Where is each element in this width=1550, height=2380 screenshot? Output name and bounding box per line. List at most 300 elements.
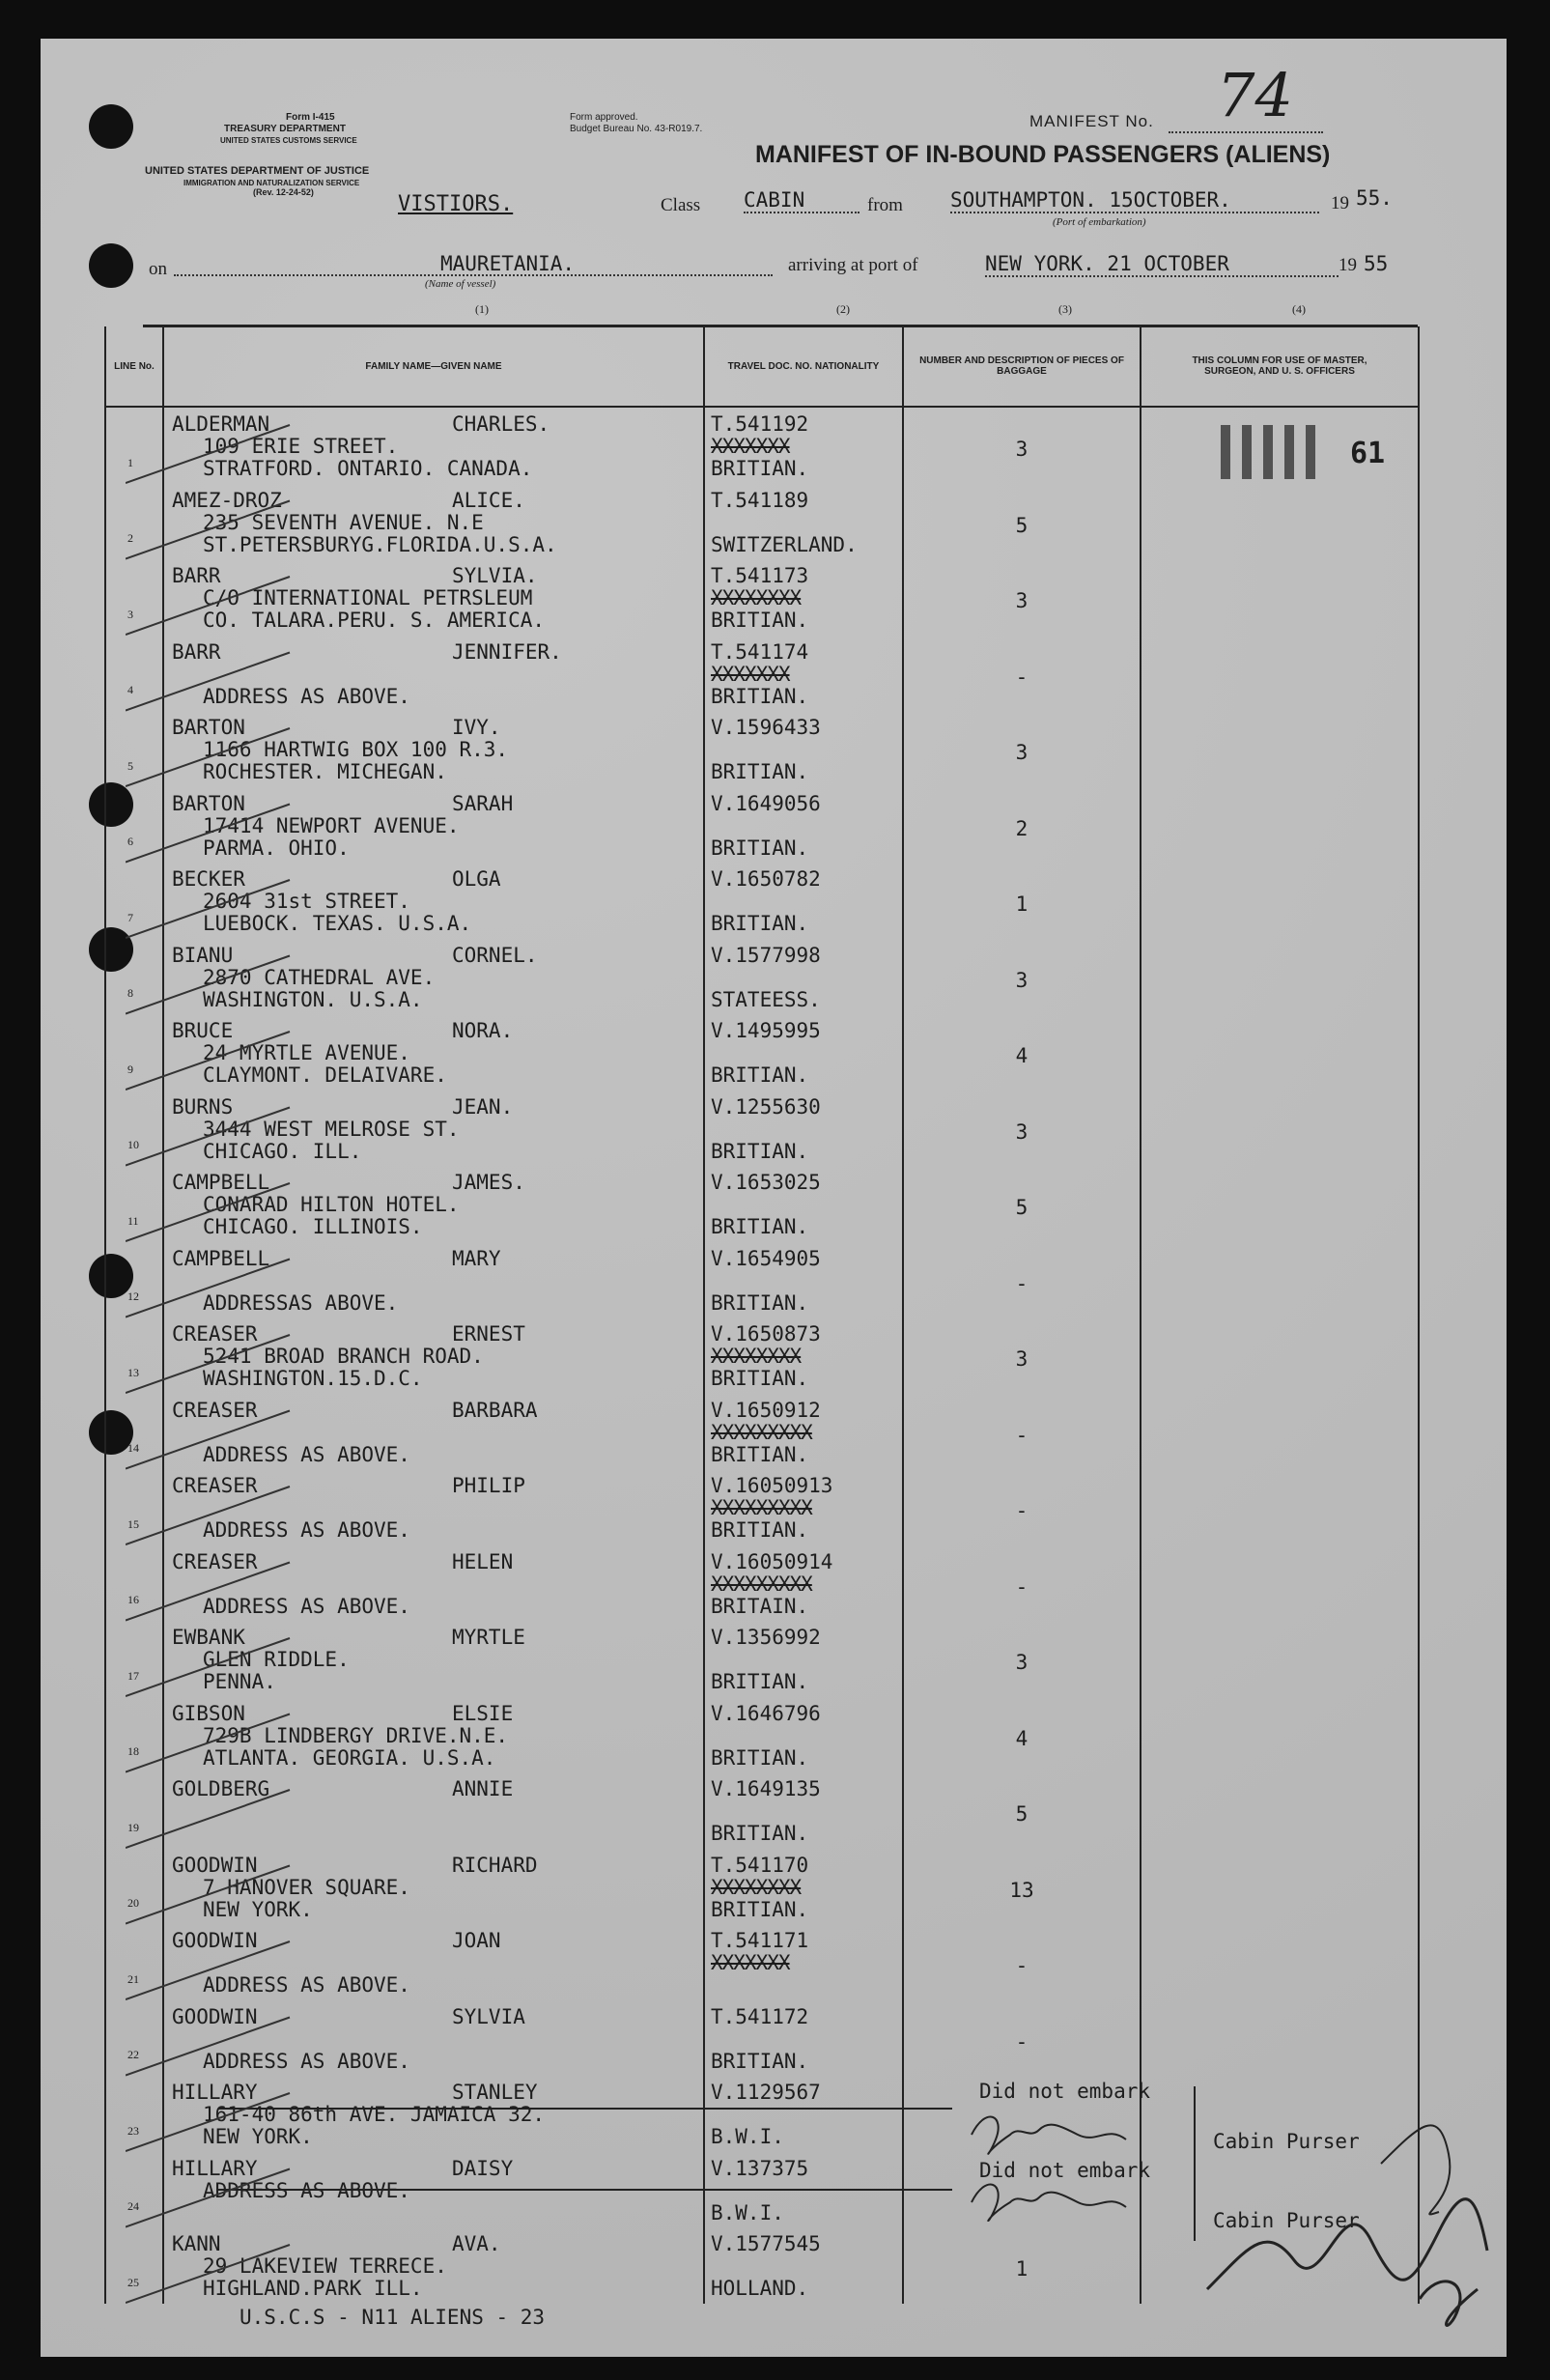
baggage-count: - — [1015, 1499, 1029, 1522]
given-name: JEAN. — [452, 1094, 514, 1119]
treasury-label: TREASURY DEPARTMENT — [224, 124, 346, 134]
manifest-number-label: MANIFEST No. — [1029, 112, 1154, 130]
given-name: ALICE. — [452, 488, 525, 512]
address-line-2: ST.PETERSBURYG.FLORIDA.U.S.A. — [203, 532, 557, 556]
travel-doc: T.541171 — [711, 1929, 809, 1952]
doc-cell — [704, 1469, 903, 1545]
strike-line — [218, 2108, 952, 2110]
class-value: CABIN — [744, 189, 860, 213]
nationality: BRITIAN. — [711, 1897, 809, 1921]
baggage-cell — [903, 559, 1141, 636]
family-name: GOLDBERG ANNIE — [172, 1777, 514, 1800]
travel-doc: V.1649135 — [711, 1777, 821, 1800]
given-name: OLGA — [452, 867, 501, 891]
officer-cell — [1141, 863, 1419, 939]
doc-cell — [704, 1166, 903, 1242]
given-name: SYLVIA. — [452, 564, 538, 587]
travel-doc: V.1650782 — [711, 867, 821, 891]
address-line-1: 2870 CATHEDRAL AVE. — [203, 965, 436, 989]
header-name: FAMILY NAME—GIVEN NAME — [163, 326, 704, 407]
address-line-1: 729B LINDBERGY DRIVE.N.E. — [203, 1723, 509, 1747]
travel-doc: T.541174 — [711, 639, 809, 664]
travel-doc: T.541173 — [711, 564, 809, 587]
travel-doc: V.1356992 — [711, 1626, 821, 1649]
travel-doc: V.16050913 — [711, 1474, 833, 1497]
doc-cell — [704, 939, 903, 1015]
given-name: BARBARA — [452, 1398, 538, 1422]
old-doc-number: XXXXXXXX — [711, 1345, 802, 1368]
line-number: 10 — [127, 1138, 139, 1151]
line-number: 25 — [127, 2275, 139, 2289]
baggage-count: 3 — [1015, 438, 1029, 461]
baggage-cell — [903, 711, 1141, 787]
given-name: JAMES. — [452, 1171, 525, 1194]
col-num-3: (3) — [1058, 302, 1072, 316]
nationality: BRITAIN. — [711, 1594, 809, 1618]
address-line-2: PARMA. OHIO. — [203, 836, 350, 860]
officer-note: 61 — [1350, 437, 1386, 470]
col-num-2: (2) — [836, 302, 850, 316]
doc-cell — [704, 1242, 903, 1318]
given-name: STANLEY — [452, 2081, 538, 2104]
family-name: CAMPBELL MARY — [172, 1246, 501, 1270]
family-name: CREASER ERNEST — [172, 1322, 525, 1346]
address-line-1: 161-40 86th AVE. JAMAICA 32. — [203, 2103, 546, 2126]
family-name: BURNS JEAN. — [172, 1094, 514, 1119]
line-number: 19 — [127, 1820, 139, 1834]
customs-label: UNITED STATES CUSTOMS SERVICE — [220, 136, 357, 145]
address-line-2: HIGHLAND.PARK ILL. — [203, 2277, 423, 2300]
baggage-cell — [903, 863, 1141, 939]
cabin-purser-2: Cabin Purser — [1213, 2209, 1360, 2232]
doc-cell — [704, 1394, 903, 1470]
baggage-cell — [903, 1924, 1141, 2000]
line-number: 6 — [127, 835, 133, 848]
given-name: ERNEST — [452, 1322, 525, 1346]
officer-cell — [1141, 1772, 1419, 1849]
family-name: AMEZ-DROZ ALICE. — [172, 488, 525, 512]
address-line-2: CHICAGO. ILLINOIS. — [203, 1215, 423, 1238]
arrival-port: NEW YORK. 21 OCTOBER — [985, 253, 1339, 277]
line-number: 11 — [127, 1213, 139, 1228]
old-doc-number: XXXXXXXXX — [711, 1420, 812, 1444]
line-number: 24 — [127, 2199, 139, 2213]
family-name: GOODWIN RICHARD — [172, 1853, 538, 1877]
family-name: BRUCE NORA. — [172, 1019, 514, 1042]
address-line-1: 2604 31st STREET. — [203, 890, 410, 913]
travel-doc: V.1653025 — [711, 1171, 821, 1194]
given-name: MYRTLE — [452, 1626, 525, 1649]
family-name: BARR SYLVIA. — [172, 564, 538, 587]
officer-cell — [1141, 1545, 1419, 1622]
travel-doc: T.541172 — [711, 2004, 809, 2028]
address-line-2: ADDRESS AS ABOVE. — [203, 1442, 410, 1466]
nationality: BRITIAN. — [711, 457, 809, 480]
doc-cell — [704, 1091, 903, 1167]
baggage-cell — [903, 1545, 1141, 1622]
form-approved: Form approved. — [570, 112, 638, 123]
address-line-1: 109 ERIE STREET. — [203, 435, 399, 458]
officer-cell — [1141, 787, 1419, 864]
line-number: 17 — [127, 1668, 139, 1683]
address-line-2: CHICAGO. ILL. — [203, 1139, 362, 1163]
address-line-1: 24 MYRTLE AVENUE. — [203, 1041, 410, 1064]
doc-cell — [704, 407, 903, 484]
year-value: 55. — [1356, 186, 1393, 210]
family-name: KANN AVA. — [172, 2232, 501, 2255]
baggage-count: 2 — [1015, 816, 1029, 840]
manifest-number: 74 — [1217, 60, 1293, 130]
address-line-2: STRATFORD. ONTARIO. CANADA. — [203, 457, 533, 480]
officer-cell — [1141, 939, 1419, 1015]
nationality: BRITIAN. — [711, 760, 809, 783]
given-name: NORA. — [452, 1019, 514, 1042]
address-line-2: WASHINGTON. U.S.A. — [203, 987, 423, 1011]
baggage-cell — [903, 1849, 1141, 1925]
nationality: BRITIAN. — [711, 1822, 809, 1845]
baggage-count: - — [1015, 1574, 1029, 1599]
old-doc-number: XXXXXXX — [711, 662, 790, 686]
baggage-count: - — [1015, 2029, 1029, 2054]
nationality: BRITIAN. — [711, 1670, 809, 1693]
officer-cell — [1141, 1469, 1419, 1545]
baggage-count: - — [1015, 1954, 1029, 1977]
old-doc-number: XXXXXXX — [711, 435, 790, 458]
baggage-cell — [903, 787, 1141, 864]
travel-doc: V.1596433 — [711, 716, 821, 739]
given-name: CHARLES. — [452, 412, 550, 436]
baggage-cell — [903, 1772, 1141, 1849]
address-line-1: CONARAD HILTON HOTEL. — [203, 1193, 460, 1216]
officer-cell — [1141, 1621, 1419, 1697]
address-line-1: C/O INTERNATIONAL PETRSLEUM — [203, 586, 533, 609]
officer-cell — [1141, 636, 1419, 712]
travel-doc: T.541189 — [711, 488, 809, 512]
baggage-cell — [903, 636, 1141, 712]
arrival-year-prefix: 19 — [1339, 255, 1357, 275]
baggage-count: - — [1015, 1271, 1029, 1295]
travel-doc: V.1577545 — [711, 2232, 821, 2255]
baggage-count: 3 — [1015, 1119, 1029, 1144]
address-line-1: 29 LAKEVIEW TERRECE. — [203, 2254, 447, 2278]
nationality: BRITIAN. — [711, 836, 809, 860]
baggage-count: 3 — [1015, 589, 1029, 612]
officer-cell — [1141, 1014, 1419, 1091]
line-number: 16 — [127, 1593, 139, 1606]
nationality: BRITIAN. — [711, 1290, 809, 1315]
address-line-1: 5241 BROAD BRANCH ROAD. — [203, 1345, 484, 1368]
given-name: JENNIFER. — [452, 639, 562, 664]
nationality: BRITIAN. — [711, 1745, 809, 1770]
address-line-1: 1166 HARTWIG BOX 100 R.3. — [203, 738, 509, 761]
header-doc: TRAVEL DOC. NO. NATIONALITY — [704, 326, 903, 407]
officer-cell — [1141, 711, 1419, 787]
baggage-cell — [903, 1318, 1141, 1394]
nationality: BRITIAN. — [711, 912, 809, 935]
port-embarkation-caption: (Port of embarkation) — [1053, 216, 1146, 228]
baggage-cell — [903, 1014, 1141, 1091]
line-number: 2 — [127, 531, 133, 545]
year-prefix: 19 — [1331, 193, 1349, 213]
address-line-2: ROCHESTER. MICHEGAN. — [203, 760, 447, 783]
nationality: B.W.I. — [711, 2200, 784, 2224]
baggage-count: 3 — [1015, 1347, 1029, 1371]
travel-doc: V.1649056 — [711, 791, 821, 815]
family-name: CREASER PHILIP — [172, 1474, 525, 1497]
signature-geo-head — [962, 2096, 1184, 2222]
old-doc-number: XXXXXXXXX — [711, 1496, 812, 1519]
family-name: GOODWIN SYLVIA — [172, 2004, 525, 2028]
address-line-1: 3444 WEST MELROSE ST. — [203, 1117, 460, 1141]
nationality: BRITIAN. — [711, 1215, 809, 1238]
address-line-1: 17414 NEWPORT AVENUE. — [203, 813, 460, 837]
doc-cell — [704, 1014, 903, 1091]
travel-doc: V.16050914 — [711, 1549, 833, 1573]
baggage-count: 1 — [1015, 892, 1029, 916]
line-number: 23 — [127, 2123, 139, 2138]
baggage-count: 3 — [1015, 741, 1029, 764]
class-label: Class — [661, 195, 701, 215]
address-line-1: ADDRESS AS ABOVE. — [203, 2178, 410, 2202]
given-name: IVY. — [452, 716, 501, 739]
address-line-2: NEW YORK. — [203, 2125, 313, 2148]
family-name: CAMPBELL JAMES. — [172, 1171, 525, 1194]
address-line-2: ADDRESS AS ABOVE. — [203, 1973, 410, 1997]
baggage-cell — [903, 1469, 1141, 1545]
nationality: BRITIAN. — [711, 1442, 809, 1466]
family-name: CREASER BARBARA — [172, 1398, 538, 1422]
line-number: 12 — [127, 1289, 139, 1303]
line-number: 21 — [127, 1971, 139, 1986]
manifest-title: MANIFEST OF IN-BOUND PASSENGERS (ALIENS) — [755, 141, 1331, 168]
manifest-number-line — [1169, 131, 1323, 133]
address-line-2: PENNA. — [203, 1670, 276, 1693]
line-number: 3 — [127, 607, 133, 621]
family-name: BARR JENNIFER. — [172, 639, 562, 664]
line-number: 4 — [127, 683, 133, 696]
doc-cell — [704, 711, 903, 787]
officer-cell — [1141, 1166, 1419, 1242]
address-line-2: LUEBOCK. TEXAS. U.S.A. — [203, 912, 472, 935]
doc-cell — [704, 2000, 903, 2077]
footer-count: U.S.C.S - N11 ALIENS - 23 — [240, 2306, 546, 2329]
given-name: HELEN — [452, 1549, 514, 1573]
line-number: 9 — [127, 1062, 133, 1076]
family-name: BECKER OLGA — [172, 867, 501, 891]
family-name: CREASER HELEN — [172, 1549, 514, 1573]
doc-cell — [704, 787, 903, 864]
address-line-2: ADDRESS AS ABOVE. — [203, 1594, 410, 1618]
officer-cell — [1141, 1318, 1419, 1394]
doc-cell — [704, 1849, 903, 1925]
given-name: DAISY — [452, 2156, 514, 2180]
given-name: MARY — [452, 1246, 501, 1270]
given-name: SARAH — [452, 791, 514, 815]
from-label: from — [867, 195, 903, 215]
travel-doc: V.1577998 — [711, 943, 821, 967]
family-name: GIBSON ELSIE — [172, 1701, 514, 1725]
travel-doc: T.541192 — [711, 412, 809, 436]
line-number: 18 — [127, 1744, 139, 1758]
doc-cell — [704, 1697, 903, 1773]
address-line-2: ADDRESS AS ABOVE. — [203, 2049, 410, 2073]
baggage-cell — [903, 1697, 1141, 1773]
punch-hole — [89, 104, 133, 149]
nationality: BRITIAN. — [711, 1063, 809, 1087]
vessel-name: MAURETANIA. — [440, 252, 576, 275]
address-line-1: 235 SEVENTH AVENUE. N.E — [203, 510, 484, 534]
baggage-count: 4 — [1015, 1044, 1029, 1067]
doc-cell — [704, 2076, 903, 2152]
line-number: 1 — [127, 455, 133, 469]
budget-bureau: Budget Bureau No. 43-R019.7. — [570, 124, 703, 134]
baggage-cell — [903, 484, 1141, 560]
officer-cell — [1141, 1091, 1419, 1167]
officer-cell — [1141, 1394, 1419, 1470]
baggage-count: - — [1015, 1423, 1029, 1447]
baggage-count: 5 — [1015, 513, 1029, 537]
given-name: SYLVIA — [452, 2004, 525, 2028]
form-number: Form I-415 — [286, 112, 335, 123]
vessel-caption: (Name of vessel) — [425, 278, 496, 290]
line-number: 20 — [127, 1896, 139, 1910]
nationality: BRITIAN. — [711, 684, 809, 708]
doc-cell — [704, 2227, 903, 2304]
travel-doc: V.1255630 — [711, 1094, 821, 1119]
family-name: EWBANK MYRTLE — [172, 1626, 525, 1649]
nationality: BRITIAN. — [711, 1518, 809, 1542]
nationality: BRITIAN. — [711, 609, 809, 632]
travel-doc: V.1650912 — [711, 1398, 821, 1422]
address-line-2: ADDRESS AS ABOVE. — [203, 684, 410, 708]
line-number: 5 — [127, 758, 133, 773]
travel-doc: V.137375 — [711, 2156, 809, 2180]
arriving-label: arriving at port of — [788, 255, 918, 275]
baggage-count: 5 — [1015, 1196, 1029, 1219]
baggage-count: - — [1015, 665, 1029, 689]
baggage-cell — [903, 1166, 1141, 1242]
given-name: ANNIE — [452, 1777, 514, 1800]
officer-cell — [1141, 1697, 1419, 1773]
old-doc-number: XXXXXXX — [711, 1951, 790, 1974]
address-line-2: WASHINGTON.15.D.C. — [203, 1367, 423, 1390]
cabin-purser-1: Cabin Purser — [1213, 2130, 1360, 2153]
travel-doc: V.1650873 — [711, 1322, 821, 1346]
punch-hole — [89, 243, 133, 288]
family-name: ALDERMAN CHARLES. — [172, 412, 550, 436]
family-name: BIANU CORNEL. — [172, 943, 538, 967]
address-line-2: NEW YORK. — [203, 1897, 313, 1921]
strike-line — [218, 2189, 952, 2191]
on-label: on — [149, 259, 167, 279]
from-port: SOUTHAMPTON. 15OCTOBER. — [950, 189, 1319, 213]
old-doc-number: XXXXXXXXX — [711, 1572, 812, 1596]
given-name: RICHARD — [452, 1853, 538, 1877]
baggage-cell — [903, 1242, 1141, 1318]
baggage-cell — [903, 407, 1141, 484]
address-line-2: ADDRESSAS ABOVE. — [203, 1290, 399, 1315]
officer-cell — [1141, 484, 1419, 560]
header-line-no: LINE No. — [105, 326, 163, 407]
officer-cell — [1141, 1849, 1419, 1925]
doc-cell — [704, 1621, 903, 1697]
address-line-1: 7 HANOVER SQUARE. — [203, 1875, 410, 1899]
header-baggage: NUMBER AND DESCRIPTION OF PIECES OF BAGGAGE — [903, 326, 1141, 407]
nationality: BRITIAN. — [711, 1367, 809, 1390]
given-name: ELSIE — [452, 1701, 514, 1725]
line-number: 22 — [127, 2048, 139, 2061]
travel-doc: T.541170 — [711, 1853, 809, 1877]
doc-cell — [704, 484, 903, 560]
baggage-cell — [903, 2000, 1141, 2077]
given-name: AVA. — [452, 2232, 501, 2255]
family-name: BARTON SARAH — [172, 791, 514, 815]
visitors-label: VISTIORS. — [398, 192, 514, 216]
travel-doc: V.1654905 — [711, 1246, 821, 1270]
doc-cell — [704, 559, 903, 636]
nationality: B.W.I. — [711, 2125, 784, 2148]
baggage-count: 13 — [1009, 1878, 1034, 1902]
officer-redaction — [1221, 425, 1317, 479]
signature-scribble — [1188, 2048, 1507, 2338]
baggage-count: 5 — [1015, 1802, 1029, 1826]
justice-label: UNITED STATES DEPARTMENT OF JUSTICE — [145, 165, 370, 177]
header-officers: THIS COLUMN FOR USE OF MASTER, SURGEON, AND U. S. OFFICERS — [1141, 326, 1419, 407]
arrival-year: 55 — [1364, 252, 1389, 275]
address-line-1: GLEN RIDDLE. — [203, 1648, 350, 1671]
baggage-count: 1 — [1015, 2257, 1029, 2281]
did-not-embark-2: Did not embark — [979, 2159, 1151, 2182]
line-number: 14 — [127, 1441, 139, 1455]
travel-doc: V.1495995 — [711, 1019, 821, 1042]
did-not-embark-1: Did not embark — [979, 2080, 1151, 2103]
baggage-count: 3 — [1015, 968, 1029, 992]
address-line-2: CLAYMONT. DELAIVARE. — [203, 1063, 447, 1087]
nationality: STATEESS. — [711, 987, 821, 1011]
doc-cell — [704, 863, 903, 939]
old-doc-number: XXXXXXXX — [711, 1875, 802, 1899]
line-number: 7 — [127, 910, 133, 924]
baggage-count: 4 — [1015, 1726, 1029, 1750]
address-line-2: CO. TALARA.PERU. S. AMERICA. — [203, 609, 546, 632]
revision-label: (Rev. 12-24-52) — [253, 187, 314, 197]
officer-cell — [1141, 1924, 1419, 2000]
nationality: BRITIAN. — [711, 1139, 809, 1163]
doc-cell — [704, 1318, 903, 1394]
line-number: 8 — [127, 986, 133, 1000]
baggage-cell — [903, 1091, 1141, 1167]
old-doc-number: XXXXXXXX — [711, 586, 802, 609]
family-name: BARTON IVY. — [172, 716, 501, 739]
doc-cell — [704, 1545, 903, 1622]
given-name: JOAN — [452, 1929, 501, 1952]
address-line-2: ADDRESS AS ABOVE. — [203, 1518, 410, 1542]
baggage-cell — [903, 1394, 1141, 1470]
officer-cell — [1141, 1242, 1419, 1318]
given-name: PHILIP — [452, 1474, 525, 1497]
doc-cell — [704, 636, 903, 712]
travel-doc: V.1646796 — [711, 1701, 821, 1725]
col-num-4: (4) — [1292, 302, 1306, 316]
doc-cell — [704, 1924, 903, 2000]
family-name: HILLARY DAISY — [172, 2156, 514, 2180]
baggage-cell — [903, 1621, 1141, 1697]
given-name: CORNEL. — [452, 943, 538, 967]
family-name: GOODWIN JOAN — [172, 1929, 501, 1952]
nationality: SWITZERLAND. — [711, 532, 858, 556]
nationality: HOLLAND. — [711, 2277, 809, 2300]
travel-doc: V.1129567 — [711, 2081, 821, 2104]
